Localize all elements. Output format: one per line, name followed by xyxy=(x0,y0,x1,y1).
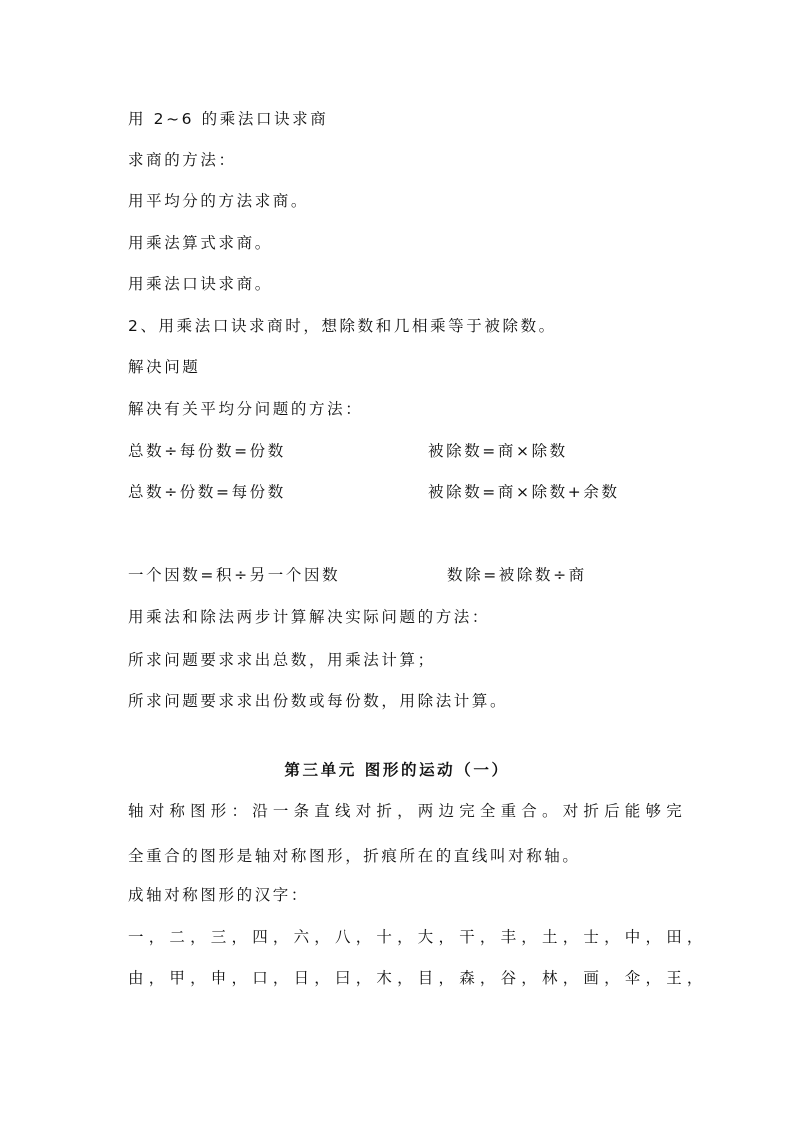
text-line-definition-1: 轴对称图形：沿一条直线对折，两边完全重合。对折后能够完 xyxy=(128,802,687,820)
text-line-two-step-heading: 用乘法和除法两步计算解决实际问题的方法： xyxy=(128,608,491,626)
text-line-method-heading: 求商的方法： xyxy=(128,151,237,169)
char-row: 由，甲，申，口，日，曰，木，目，森，谷，林，画，伞，王， xyxy=(128,969,708,987)
text-line-chars-heading: 成轴对称图形的汉字： xyxy=(128,886,310,904)
formula-row xyxy=(128,564,587,586)
formula-left: 总数÷每份数=份数 xyxy=(128,442,286,460)
text-line-method-2: 用乘法算式求商。 xyxy=(128,234,273,252)
text-line-point-2: 2、用乘法口诀求商时，想除数和几相乘等于被除数。 xyxy=(128,317,557,335)
text-line-method-3: 用乘法口诀求商。 xyxy=(128,275,273,293)
formula-row xyxy=(128,440,568,462)
formula-left: 总数÷份数=每份数 xyxy=(128,483,286,501)
text-line-average-methods: 解决有关平均分问题的方法： xyxy=(128,400,364,418)
formula-left: 一个因数=积÷另一个因数 xyxy=(128,566,341,584)
text-line-definition-2: 全重合的图形是轴对称图形，折痕所在的直线叫对称轴。 xyxy=(128,847,581,865)
formula-right: 数除=被除数÷商 xyxy=(447,566,587,584)
text-line-solve-heading: 解决问题 xyxy=(128,358,201,376)
char-row: 一，二，三，四，六，八，十，大，干，丰，土，士，中，田， xyxy=(128,928,708,946)
text-line-two-step-1: 所求问题要求求出总数，用乘法计算； xyxy=(128,651,436,669)
text-line-topic: 用 2~6 的乘法口诀求商 xyxy=(128,110,329,128)
text-line-two-step-2: 所求问题要求求出份数或每份数，用除法计算。 xyxy=(128,692,509,710)
text-line-method-1: 用平均分的方法求商。 xyxy=(128,192,310,210)
formula-right: 被除数=商×除数 xyxy=(428,442,568,460)
section-title: 第三单元 图形的运动（一） xyxy=(284,761,510,779)
formula-right: 被除数=商×除数+余数 xyxy=(428,483,620,501)
formula-row xyxy=(128,481,620,503)
